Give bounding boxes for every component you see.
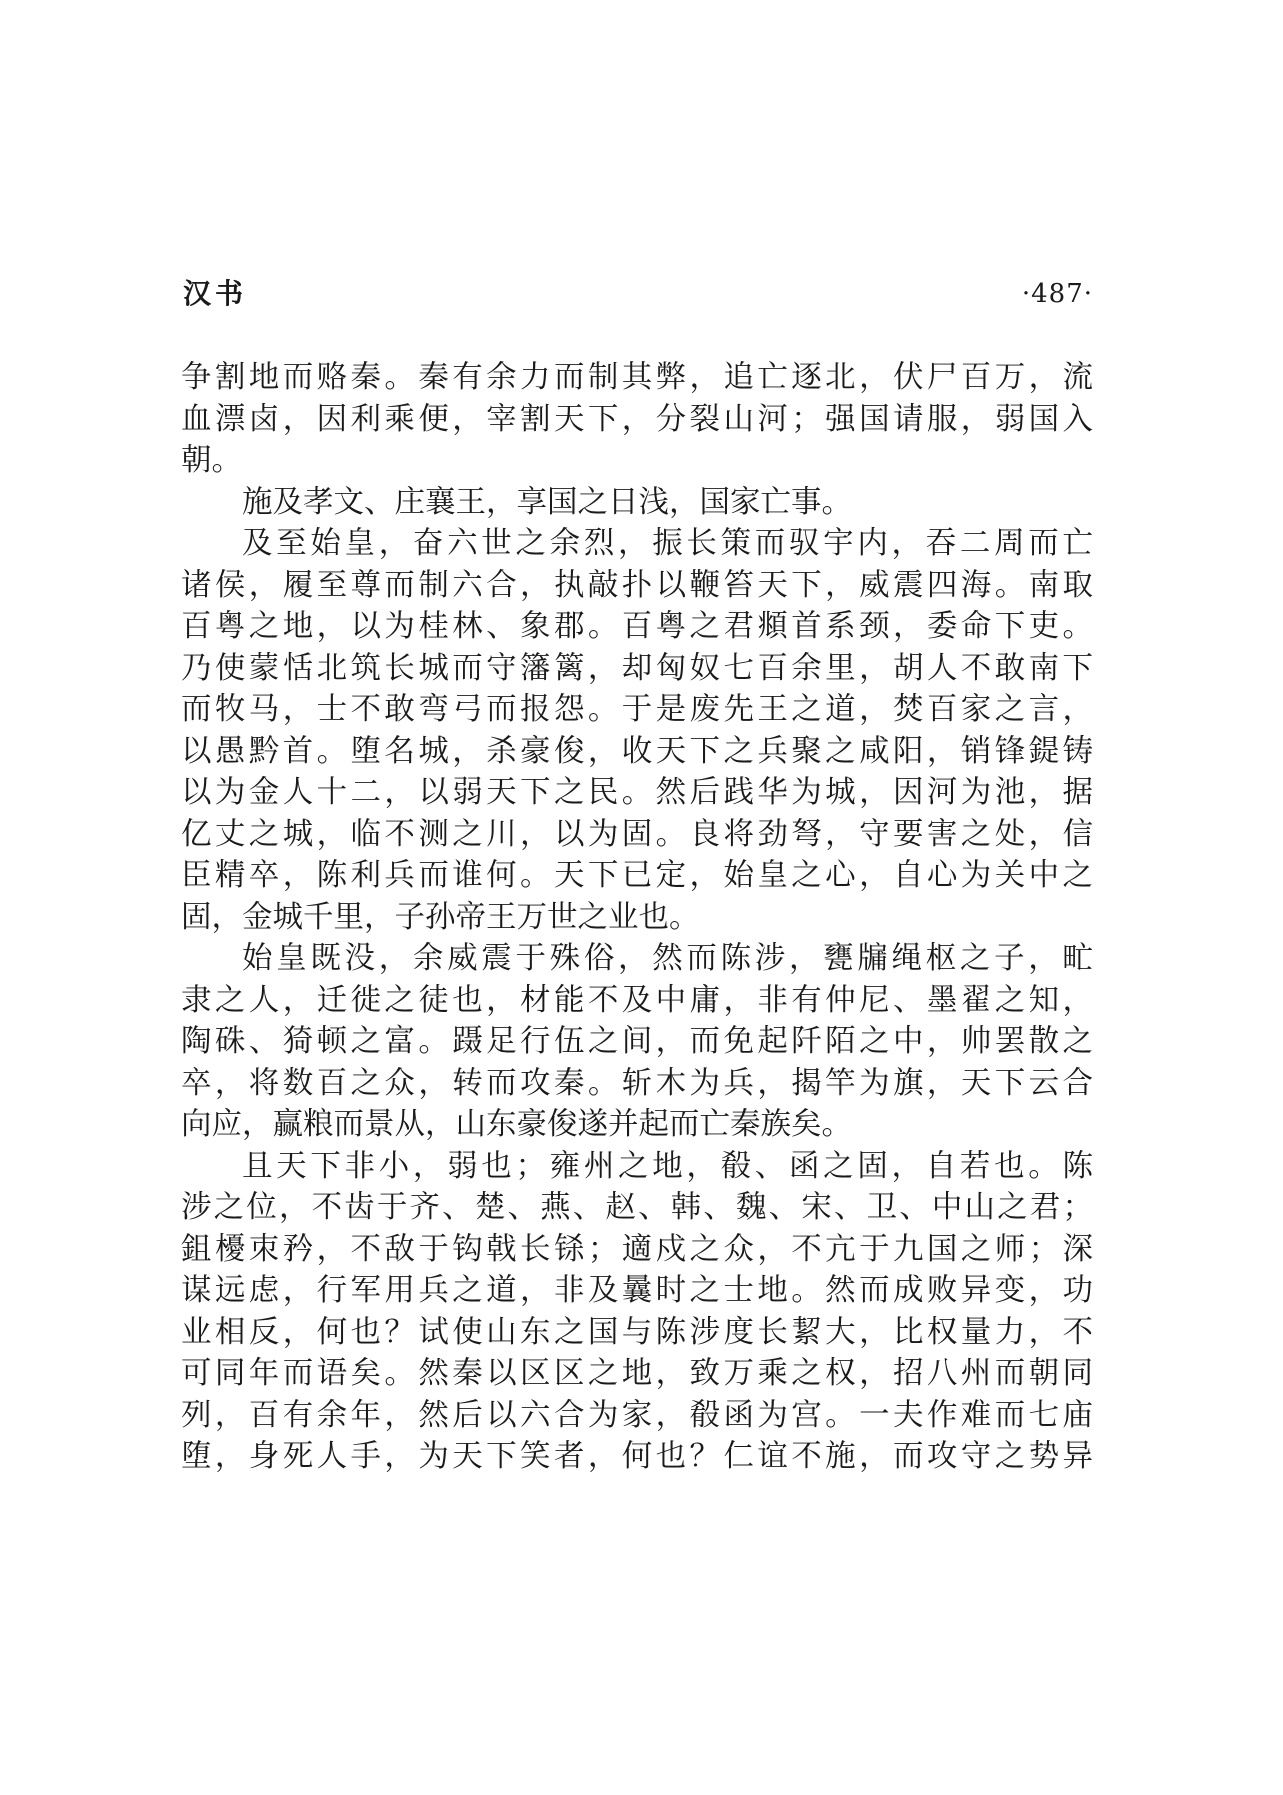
text-line: 百粤之地，以为桂林、象郡。百粤之君頫首系颈，委命下吏。 — [181, 609, 1093, 644]
text-line: 争割地而赂秦。秦有余力而制其弊，追亡逐北，伏尸百万，流 — [181, 360, 1093, 395]
text-line: 涉之位，不齿于齐、楚、燕、赵、韩、魏、宋、卫、中山之君； — [181, 1190, 1093, 1225]
text-line: 鉏櫌朿矜，不敌于钩戟长铩；適戍之众，不亢于九国之师；深 — [181, 1231, 1093, 1267]
text-line: 施及孝文、庄襄王，享国之日浅，国家亡事。 — [242, 484, 852, 520]
text-line: 业相反，何也？试使山东之国与陈涉度长絜大，比权量力，不 — [181, 1314, 1093, 1350]
text-line: 及至始皇，奋六世之余烈，振长策而驭宇内，吞二周而亡 — [242, 526, 1093, 561]
text-line: 固，金城千里，子孙帝王万世之业也。 — [181, 899, 700, 935]
text-line: 乃使蒙恬北筑长城而守籓篱，却匈奴七百余里，胡人不敢南下 — [181, 650, 1093, 686]
page-number: ·487· — [1021, 279, 1093, 309]
text-line: 且天下非小，弱也；雍州之地，殽、函之固，自若也。陈 — [242, 1148, 1093, 1184]
paragraph-5 — [181, 1146, 1093, 1478]
paragraph-3 — [181, 523, 1093, 938]
text-line: 亿丈之城，临不测之川，以为固。良将劲弩，守要害之处，信 — [181, 816, 1093, 852]
paragraph-1 — [181, 357, 1093, 482]
text-line: 以为金人十二，以弱天下之民。然后践华为城，因河为池，据 — [181, 775, 1093, 810]
text-line: 而牧马，士不敢弯弓而报怨。于是废先王之道，焚百家之言， — [181, 692, 1093, 727]
text-line: 陶硃、猗顿之富。蹑足行伍之间，而免起阡陌之中，帅罢散之 — [181, 1024, 1093, 1059]
text-line: 列，百有余年，然后以六合为家，殽函为宫。一夫作难而七庙 — [181, 1397, 1093, 1433]
text-line: 堕，身死人手，为天下笑者，何也？仁谊不施，而攻守之势异 — [181, 1439, 1093, 1474]
text-line: 血漂卤，因利乘便，宰割天下，分裂山河；强国请服，弱国入 — [181, 401, 1093, 437]
text-line: 卒，将数百之众，转而攻秦。斩木为兵，揭竿为旗，天下云合 — [181, 1065, 1093, 1101]
text-line: 以愚黔首。堕名城，杀豪俊，收天下之兵聚之咸阳，销锋鍉铸 — [181, 733, 1093, 769]
text-line: 可同年而语矣。然秦以区区之地，致万乘之权，招八州而朝同 — [181, 1356, 1093, 1391]
text-line: 臣精卒，陈利兵而谁何。天下已定，始皇之心，自心为关中之 — [181, 858, 1093, 893]
page-header — [183, 274, 1093, 322]
running-title: 汉书 — [183, 277, 248, 310]
text-line: 向应，赢粮而景从，山东豪俊遂并起而亡秦族矣。 — [181, 1107, 852, 1142]
paragraph-4 — [181, 938, 1093, 1146]
text-line: 隶之人，迁徙之徒也，材能不及中庸，非有仲尼、墨翟之知， — [181, 982, 1093, 1018]
body-text — [181, 357, 1093, 1478]
text-line: 谋远虑，行军用兵之道，非及曩时之士地。然而成败异变，功 — [181, 1273, 1093, 1308]
paragraph-2 — [181, 482, 1093, 524]
text-line: 始皇既没，余威震于殊俗，然而陈涉，甕牖绳枢之子，甿 — [242, 941, 1093, 976]
text-line: 朝。 — [181, 443, 242, 478]
text-line: 诸侯，履至尊而制六合，执敲扑以鞭笞天下，威震四海。南取 — [181, 567, 1093, 603]
